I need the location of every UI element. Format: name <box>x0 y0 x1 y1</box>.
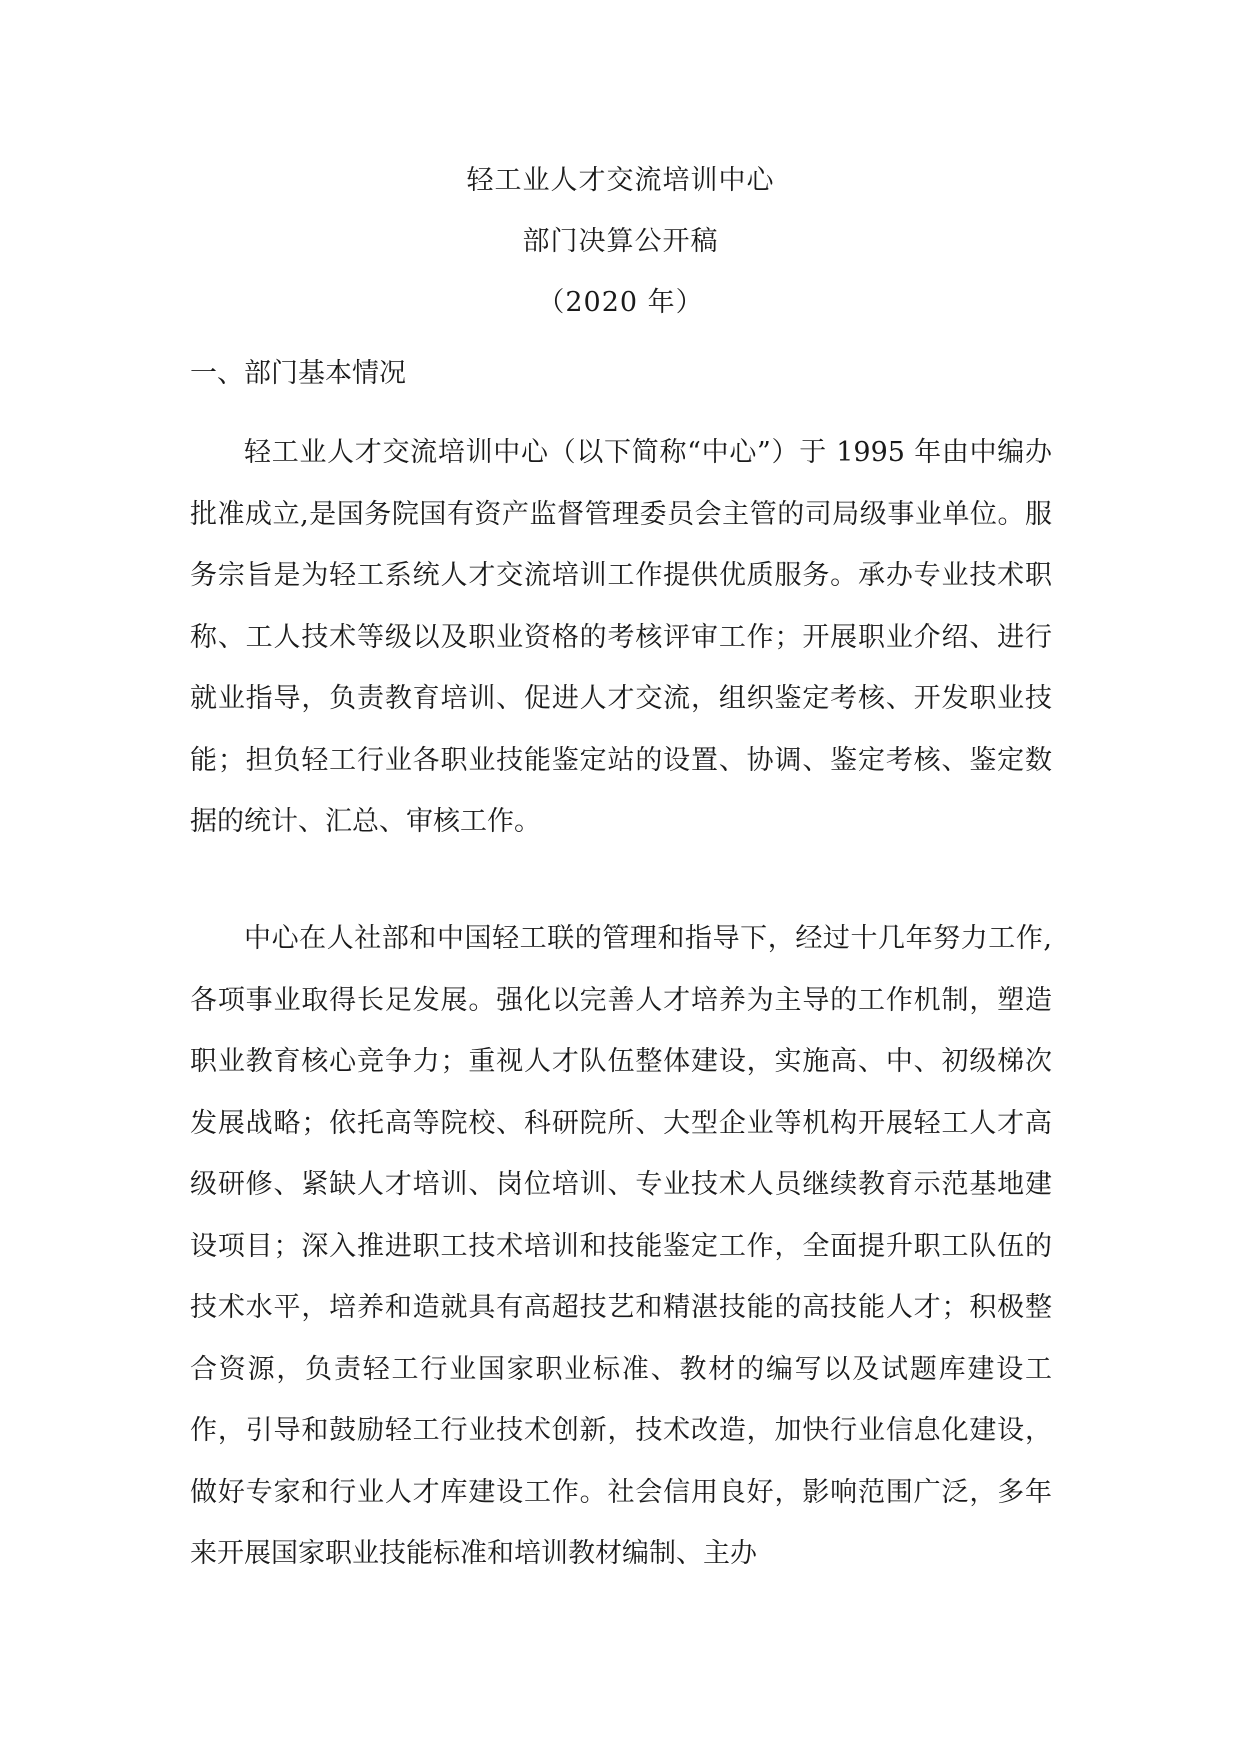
body-paragraph: 轻工业人才交流培训中心（以下简称“中心”）于 1995 年由中编办批准成立,是国务院国有资产监督管理委员会主管的司局级事业单位。服务宗旨是为轻工系统人才交流培训工作提供优质服务。承办专业技术职称、工人技术等级以及职业资格的考核评审工作；开展职业介绍、进行就业指导，负责教育培训、促进人才交流，组织鉴定考核、开发职业技能；担负轻工行业各职业技能鉴定站的设置、协调、鉴定考核、鉴定数据的统计、汇总、审核工作。 <box>190 437 1052 837</box>
document-year: （2020 年） <box>537 287 704 318</box>
section-heading: 一、部门基本情况 <box>190 358 406 389</box>
document-title-block <box>0 150 1241 333</box>
document-title: 轻工业人才交流培训中心 <box>466 165 775 196</box>
body-paragraph: 中心在人社部和中国轻工联的管理和指导下，经过十几年努力工作,各项事业取得长足发展。强化以完善人才培养为主导的工作机制，塑造职业教育核心竞争力；重视人才队伍整体建设，实施高、中、初级梯次发展战略；依托高等院校、科研院所、大型企业等机构开展轻工人才高级研修、紧缺人才培训、岗位培训、专业技术人员继续教育示范基地建设项目；深入推进职工技术培训和技能鉴定工作，全面提升职工队伍的技术水平，培养和造就具有高超技艺和精湛技能的高技能人才；积极整合资源，负责轻工行业国家职业标准、教材的编写以及试题库建设工作，引导和鼓励轻工行业技术创新，技术改造，加快行业信息化建设，做好专家和行业人才库建设工作。社会信用良好，影响范围广泛，多年来开展国家职业技能标准和培训教材编制、主办 <box>190 923 1052 1569</box>
document-subtitle: 部门决算公开稿 <box>522 226 719 257</box>
